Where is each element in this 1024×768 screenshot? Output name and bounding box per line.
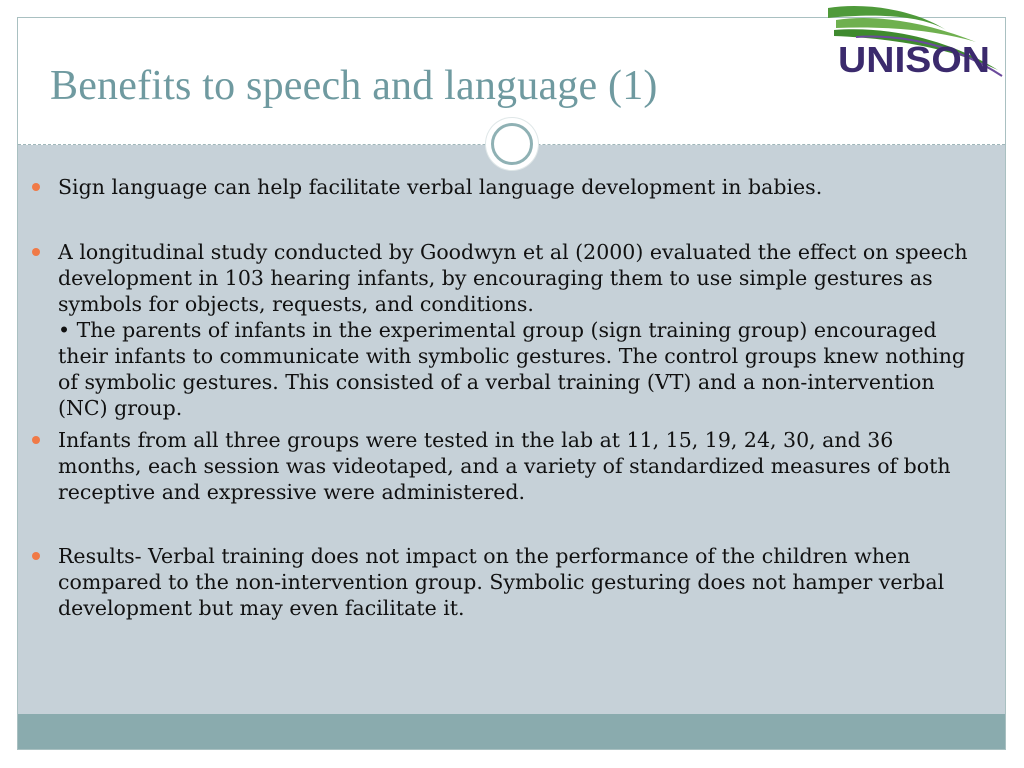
bullet-dot-icon (32, 552, 40, 560)
bullet-dot-icon (32, 183, 40, 191)
bullet-text: Results- Verbal training does not impact on the performance of the children when compared to the non-intervention group. Symbolic gesturing does not hamper verbal development but may even facilitate it. (58, 544, 945, 620)
logo-text: UNISON (838, 39, 990, 80)
bullet-dot-icon (32, 248, 40, 256)
bullet-subtext: • The parents of infants in the experimental group (sign training group) encouraged their infants to communicate with symbolic gestures. The control groups knew nothing of symbolic gestures. This consisted of a verbal training (VT) and a non-intervention (NC) group. (58, 318, 966, 420)
slide-title: Benefits to speech and language (1) (50, 63, 658, 109)
circle-ring-icon (486, 118, 538, 170)
unison-logo-icon (826, 4, 1006, 80)
bullet-item (58, 543, 968, 621)
bullet-item (58, 239, 968, 421)
bullet-text: A longitudinal study conducted by Goodwyn et al (2000) evaluated the effect on speech development in 103 hearing infants, by encouraging them to use simple gestures as symbols for objects, requests, and conditions. (58, 240, 968, 316)
footer-bar (18, 714, 1005, 749)
bullet-dot-icon (32, 436, 40, 444)
bullet-text: Sign language can help facilitate verbal language development in babies. (58, 175, 823, 199)
bullet-text: Infants from all three groups were tested in the lab at 11, 15, 19, 24, 30, and 36 months, each session was videotaped, and a variety of standardized measures of both receptive and expressive were administered. (58, 428, 951, 504)
bullet-item (58, 427, 968, 505)
bullet-item (58, 174, 968, 200)
